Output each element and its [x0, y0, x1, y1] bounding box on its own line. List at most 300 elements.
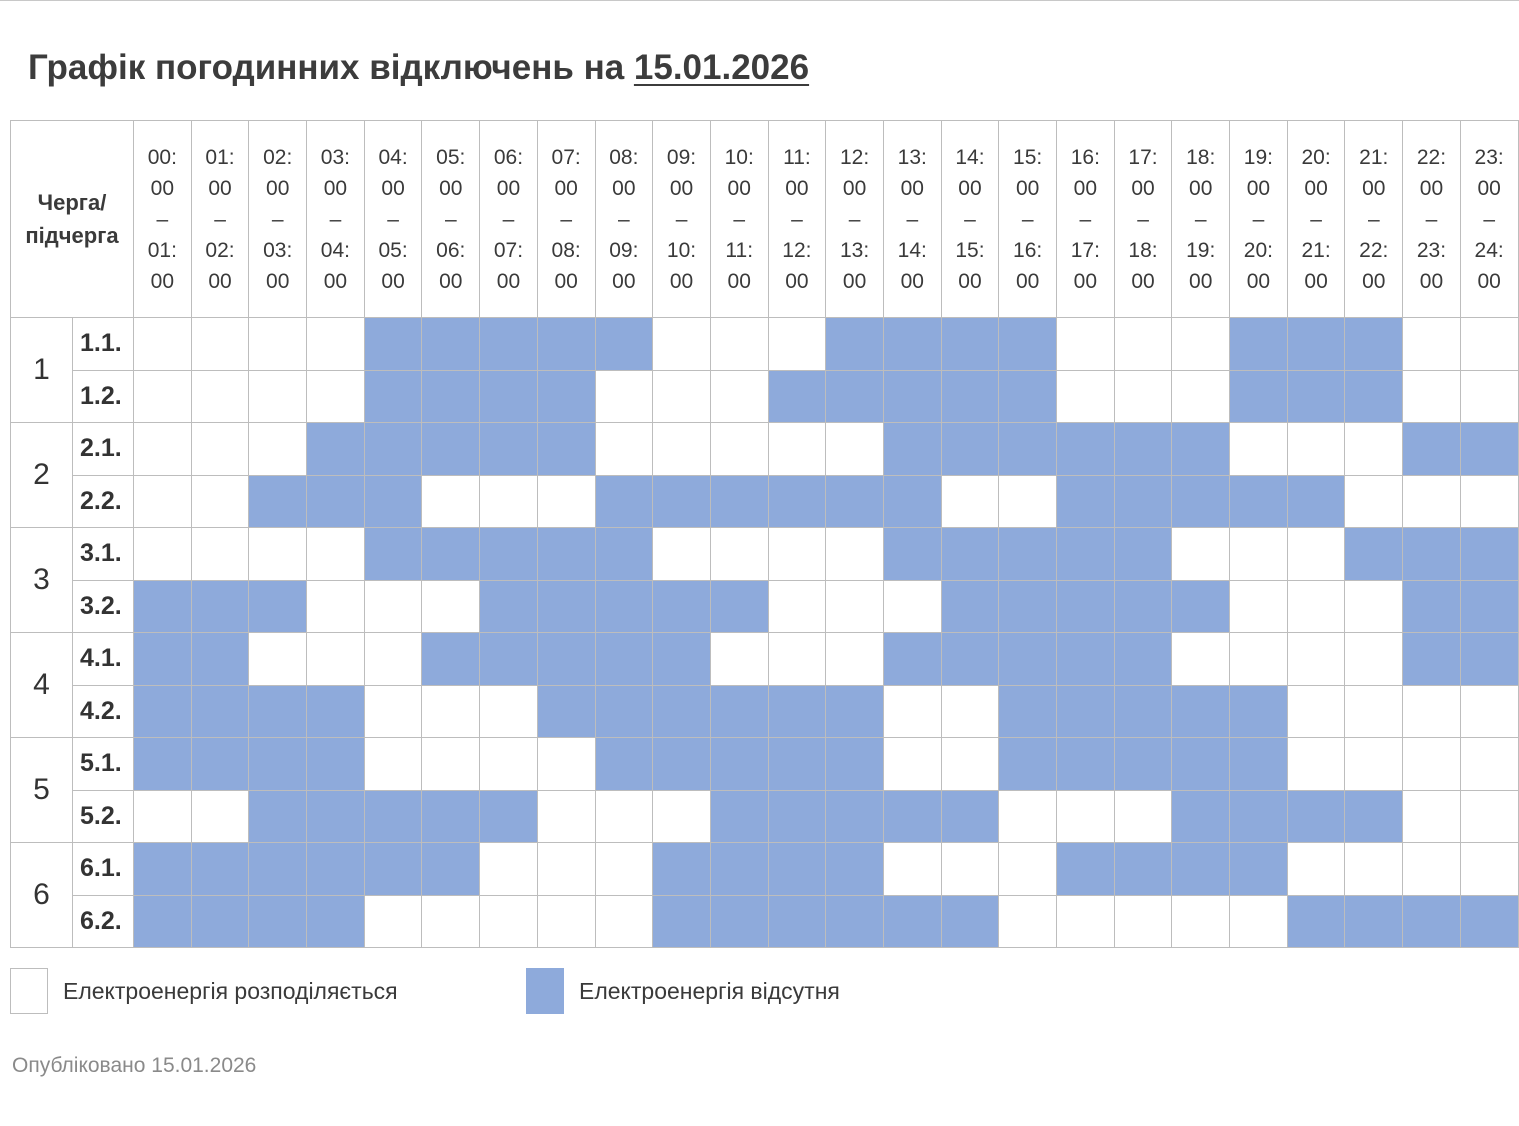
power-on-cell — [191, 475, 249, 528]
outage-cell — [653, 685, 711, 738]
subqueue-label: 3.2. — [73, 580, 134, 633]
outage-cell — [249, 685, 307, 738]
outage-cell — [883, 895, 941, 948]
outage-cell — [941, 790, 999, 843]
hour-end-h: 05: — [378, 238, 408, 262]
hour-dash: – — [1483, 207, 1495, 231]
power-on-cell — [710, 318, 768, 371]
outage-cell — [1114, 528, 1172, 581]
outage-cell — [134, 685, 192, 738]
outage-cell — [826, 475, 884, 528]
outage-cell — [1403, 580, 1461, 633]
hour-start-m: 00 — [785, 176, 809, 200]
hour-dash: – — [387, 207, 399, 231]
outage-cell — [537, 580, 595, 633]
power-on-cell — [1345, 423, 1403, 476]
power-on-cell — [1114, 790, 1172, 843]
hour-start-h: 15: — [1013, 145, 1043, 169]
outage-cell — [653, 738, 711, 791]
power-on-cell — [826, 580, 884, 633]
hour-dash: – — [1194, 207, 1207, 231]
power-on-cell — [249, 528, 307, 581]
outage-cell — [768, 895, 826, 948]
power-on-cell — [480, 843, 538, 896]
power-on-cell — [1287, 633, 1345, 686]
hour-end-h: 10: — [666, 238, 697, 262]
outage-cell — [537, 318, 595, 371]
power-on-cell — [1460, 475, 1518, 528]
outage-cell — [1114, 423, 1172, 476]
hour-start-m: 00 — [439, 176, 463, 200]
hour-start-m: 00 — [554, 176, 578, 200]
hours-header-row — [11, 121, 1519, 318]
hour-header — [883, 121, 941, 318]
power-on-cell — [595, 370, 653, 423]
subqueue-label: 2.2. — [73, 475, 134, 528]
hour-end-h: 07: — [493, 238, 524, 262]
outage-cell — [364, 528, 422, 581]
hour-dash: – — [502, 207, 515, 231]
power-on-swatch — [10, 968, 48, 1014]
power-on-cell — [364, 738, 422, 791]
hour-start-h: 09: — [666, 145, 697, 169]
power-on-cell — [1287, 843, 1345, 896]
hour-start-m: 00 — [323, 176, 348, 200]
power-on-cell — [1057, 370, 1115, 423]
power-on-cell — [1460, 790, 1518, 843]
hour-end-h: 23: — [1416, 238, 1447, 262]
subqueue-label: 1.2. — [73, 370, 134, 423]
power-on-cell — [1287, 685, 1345, 738]
outage-cell — [768, 370, 826, 423]
power-on-cell — [1345, 685, 1403, 738]
subqueue-label: 6.1. — [73, 843, 134, 896]
power-on-cell — [249, 370, 307, 423]
outage-cell — [1057, 843, 1115, 896]
hour-dash: – — [848, 207, 861, 231]
hour-end-h: 18: — [1128, 238, 1158, 262]
outage-cell — [595, 580, 653, 633]
hour-header — [364, 121, 422, 318]
hour-header — [710, 121, 768, 318]
power-on-cell — [710, 528, 768, 581]
power-on-cell — [364, 633, 422, 686]
outage-cell — [883, 790, 941, 843]
hour-end-m: 00 — [1073, 269, 1098, 293]
hour-header — [480, 121, 538, 318]
outage-cell — [307, 685, 365, 738]
outage-cell — [1057, 475, 1115, 528]
legend-power-off — [526, 968, 840, 1014]
outage-cell — [537, 423, 595, 476]
power-on-cell — [537, 895, 595, 948]
power-on-cell — [1287, 580, 1345, 633]
power-on-cell — [307, 528, 365, 581]
outage-cell — [364, 475, 422, 528]
power-on-cell — [1114, 370, 1172, 423]
power-on-cell — [1345, 843, 1403, 896]
hour-start-h: 20: — [1301, 145, 1331, 169]
power-on-cell — [134, 528, 192, 581]
outage-cell — [1172, 580, 1230, 633]
hour-end-h: 08: — [551, 238, 581, 262]
hour-start-m: 00 — [1419, 176, 1444, 200]
outage-cell — [710, 475, 768, 528]
power-on-cell — [1403, 370, 1461, 423]
hour-start-h: 19: — [1243, 145, 1273, 169]
power-on-cell — [1345, 580, 1403, 633]
hour-dash: – — [329, 207, 342, 231]
power-on-cell — [1403, 685, 1461, 738]
subqueue-row — [11, 528, 1519, 581]
outage-cell — [1114, 738, 1172, 791]
hour-end-m: 00 — [1246, 269, 1271, 293]
power-on-cell — [941, 738, 999, 791]
hour-dash: – — [1137, 207, 1149, 231]
outage-cell — [999, 738, 1057, 791]
outage-cell — [710, 738, 768, 791]
hour-end-m: 00 — [439, 269, 463, 293]
outage-cell — [1403, 895, 1461, 948]
power-on-cell — [1057, 318, 1115, 371]
hour-start-m: 00 — [496, 176, 521, 200]
hour-dash: – — [964, 207, 976, 231]
power-on-cell — [307, 370, 365, 423]
outage-cell — [1345, 318, 1403, 371]
power-on-cell — [999, 790, 1057, 843]
power-on-cell — [1460, 370, 1518, 423]
hour-start-m: 00 — [1015, 176, 1040, 200]
power-on-cell — [249, 423, 307, 476]
power-on-cell — [1345, 738, 1403, 791]
outage-cell — [422, 528, 480, 581]
outage-cell — [999, 423, 1057, 476]
outage-cell — [1057, 738, 1115, 791]
subqueue-label: 5.1. — [73, 738, 134, 791]
outage-cell — [191, 580, 249, 633]
outage-cell — [422, 843, 480, 896]
hour-header — [768, 121, 826, 318]
outage-cell — [249, 738, 307, 791]
hour-dash: – — [156, 207, 169, 231]
hour-dash: – — [1252, 207, 1265, 231]
hour-end-h: 02: — [205, 238, 235, 262]
outage-cell — [826, 843, 884, 896]
outage-cell — [999, 318, 1057, 371]
power-on-cell — [1287, 423, 1345, 476]
hour-header — [422, 121, 480, 318]
subqueue-row — [11, 580, 1519, 633]
power-on-cell — [653, 370, 711, 423]
hour-start-h: 00: — [147, 145, 177, 169]
power-on-cell — [768, 633, 826, 686]
hour-end-m: 00 — [1131, 269, 1155, 293]
title-prefix: Графік погодинних відключень на — [28, 48, 634, 87]
corner-label-line2: підчерга — [25, 223, 119, 248]
hour-start-h: 18: — [1186, 145, 1216, 169]
power-on-cell — [941, 685, 999, 738]
hour-header — [1403, 121, 1461, 318]
hour-end-h: 22: — [1359, 238, 1389, 262]
outage-cell — [480, 790, 538, 843]
hour-end-h: 12: — [782, 238, 812, 262]
hour-dash: – — [1425, 207, 1438, 231]
hour-dash: – — [1079, 207, 1092, 231]
outage-cell — [249, 843, 307, 896]
power-on-cell — [1057, 895, 1115, 948]
power-on-cell — [1460, 685, 1518, 738]
outage-cell — [191, 633, 249, 686]
outage-cell — [1114, 580, 1172, 633]
outage-cell — [999, 370, 1057, 423]
outage-cell — [1287, 475, 1345, 528]
hour-dash: – — [675, 207, 688, 231]
power-on-cell — [307, 580, 365, 633]
hour-start-m: 00 — [1073, 176, 1098, 200]
outage-cell — [1403, 423, 1461, 476]
hour-end-m: 00 — [323, 269, 348, 293]
power-on-cell — [595, 790, 653, 843]
outage-cell — [422, 633, 480, 686]
hour-start-m: 00 — [1362, 176, 1386, 200]
hour-start-h: 05: — [436, 145, 466, 169]
outage-cell — [826, 370, 884, 423]
hour-start-m: 00 — [1477, 176, 1501, 200]
power-on-cell — [1403, 318, 1461, 371]
outage-cell — [249, 580, 307, 633]
power-on-cell — [595, 423, 653, 476]
outage-cell — [134, 895, 192, 948]
legend-power-on — [10, 968, 398, 1014]
outage-cell — [826, 318, 884, 371]
queue-number: 6 — [11, 843, 73, 948]
outage-cell — [1230, 738, 1288, 791]
outage-cell — [134, 738, 192, 791]
hour-start-m: 00 — [1246, 176, 1271, 200]
hour-end-h: 21: — [1301, 238, 1331, 262]
power-on-cell — [1403, 790, 1461, 843]
outage-cell — [1057, 633, 1115, 686]
power-on-cell — [422, 475, 480, 528]
power-on-cell — [480, 685, 538, 738]
outage-cell — [249, 790, 307, 843]
outage-cell — [1114, 475, 1172, 528]
hour-header — [941, 121, 999, 318]
hour-start-m: 00 — [266, 176, 290, 200]
hour-start-h: 10: — [724, 145, 754, 169]
power-on-cell — [595, 895, 653, 948]
outage-cell — [1345, 790, 1403, 843]
outage-cell — [653, 633, 711, 686]
power-on-cell — [883, 685, 941, 738]
outage-cell — [1172, 685, 1230, 738]
hour-header — [595, 121, 653, 318]
power-on-cell — [134, 370, 192, 423]
hour-dash: – — [214, 207, 226, 231]
power-on-cell — [191, 370, 249, 423]
subqueue-row — [11, 843, 1519, 896]
power-on-cell — [941, 843, 999, 896]
hour-header — [1345, 121, 1403, 318]
hour-start-h: 11: — [783, 145, 811, 169]
outage-cell — [941, 633, 999, 686]
power-on-cell — [1403, 475, 1461, 528]
outage-cell — [1345, 370, 1403, 423]
power-on-cell — [307, 633, 365, 686]
power-on-cell — [480, 738, 538, 791]
hour-start-m: 00 — [958, 176, 982, 200]
outage-cell — [1057, 423, 1115, 476]
hour-end-m: 00 — [1477, 269, 1501, 293]
power-on-cell — [249, 633, 307, 686]
power-on-cell — [1287, 528, 1345, 581]
outage-cell — [941, 528, 999, 581]
hour-end-h: 16: — [1013, 238, 1043, 262]
outage-cell — [883, 528, 941, 581]
hour-start-h: 07: — [551, 145, 581, 169]
power-on-cell — [1403, 843, 1461, 896]
power-on-cell — [883, 843, 941, 896]
hour-end-m: 00 — [900, 269, 924, 293]
outage-cell — [883, 318, 941, 371]
outage-cell — [710, 580, 768, 633]
outage-cell — [480, 423, 538, 476]
power-on-cell — [1172, 633, 1230, 686]
hour-dash: – — [444, 207, 457, 231]
power-on-cell — [653, 528, 711, 581]
power-on-cell — [826, 633, 884, 686]
hour-header — [1287, 121, 1345, 318]
power-on-cell — [595, 843, 653, 896]
power-on-cell — [883, 580, 941, 633]
power-on-cell — [653, 318, 711, 371]
hour-dash: – — [733, 207, 746, 231]
outage-cell — [307, 475, 365, 528]
outage-cell — [595, 738, 653, 791]
hour-header — [249, 121, 307, 318]
hour-end-m: 00 — [150, 269, 175, 293]
queue-number: 2 — [11, 423, 73, 528]
hour-start-m: 00 — [612, 176, 636, 200]
outage-cell — [768, 790, 826, 843]
power-on-cell — [537, 790, 595, 843]
outage-cell — [1460, 528, 1518, 581]
power-on-cell — [1230, 580, 1288, 633]
power-on-cell — [710, 370, 768, 423]
subqueue-label: 6.2. — [73, 895, 134, 948]
hour-start-h: 21: — [1359, 145, 1389, 169]
hour-end-m: 00 — [208, 269, 232, 293]
power-on-cell — [768, 528, 826, 581]
hour-start-m: 00 — [669, 176, 694, 200]
hour-end-m: 00 — [1419, 269, 1444, 293]
power-on-cell — [653, 790, 711, 843]
outage-cell — [191, 895, 249, 948]
hour-end-m: 00 — [612, 269, 636, 293]
outage-cell — [249, 475, 307, 528]
power-on-cell — [1345, 633, 1403, 686]
outage-cell — [710, 685, 768, 738]
power-on-cell — [134, 475, 192, 528]
queue-column-header — [11, 121, 134, 318]
queue-number: 3 — [11, 528, 73, 633]
hour-header — [826, 121, 884, 318]
hour-header — [191, 121, 249, 318]
hour-end-m: 00 — [727, 269, 751, 293]
outage-cell — [653, 895, 711, 948]
outage-cell — [883, 475, 941, 528]
outage-cell — [480, 318, 538, 371]
outage-cell — [191, 843, 249, 896]
corner-label-line1: Черга/ — [37, 190, 107, 215]
power-on-cell — [826, 528, 884, 581]
hour-start-h: 12: — [839, 145, 870, 169]
power-on-cell — [422, 580, 480, 633]
outage-cell — [999, 633, 1057, 686]
outage-cell — [1114, 843, 1172, 896]
outage-cell — [537, 370, 595, 423]
hour-start-h: 16: — [1070, 145, 1100, 169]
outage-cell — [307, 738, 365, 791]
hour-end-h: 15: — [955, 238, 985, 262]
hour-end-m: 00 — [842, 269, 867, 293]
power-off-swatch — [526, 968, 564, 1014]
power-on-cell — [364, 580, 422, 633]
outage-cell — [1230, 370, 1288, 423]
subqueue-label: 2.1. — [73, 423, 134, 476]
power-on-cell — [710, 633, 768, 686]
hour-end-m: 00 — [266, 269, 290, 293]
hour-header — [134, 121, 192, 318]
outage-cell — [1460, 895, 1518, 948]
power-on-cell — [249, 318, 307, 371]
outage-cell — [768, 738, 826, 791]
outage-cell — [422, 790, 480, 843]
power-on-cell — [1172, 318, 1230, 371]
outage-schedule-table — [10, 120, 1519, 948]
outage-cell — [1172, 423, 1230, 476]
power-on-cell — [134, 423, 192, 476]
outage-cell — [710, 790, 768, 843]
hour-end-m: 00 — [958, 269, 982, 293]
power-on-cell — [134, 790, 192, 843]
outage-cell — [883, 633, 941, 686]
outage-cell — [999, 528, 1057, 581]
outage-cell — [1230, 318, 1288, 371]
outage-cell — [1460, 633, 1518, 686]
outage-cell — [941, 370, 999, 423]
hour-header — [999, 121, 1057, 318]
outage-cell — [1345, 895, 1403, 948]
outage-cell — [1230, 790, 1288, 843]
power-on-cell — [710, 423, 768, 476]
subqueue-row — [11, 685, 1519, 738]
hour-end-h: 01: — [147, 238, 177, 262]
hour-start-h: 14: — [955, 145, 985, 169]
power-on-cell — [826, 423, 884, 476]
outage-cell — [537, 528, 595, 581]
hour-end-h: 24: — [1474, 238, 1504, 262]
outage-cell — [941, 895, 999, 948]
power-on-cell — [191, 528, 249, 581]
hour-end-m: 00 — [1304, 269, 1328, 293]
outage-cell — [1460, 423, 1518, 476]
hour-dash: – — [906, 207, 919, 231]
outage-cell — [1287, 895, 1345, 948]
outage-cell — [595, 475, 653, 528]
power-on-cell — [1230, 528, 1288, 581]
hour-header — [653, 121, 711, 318]
